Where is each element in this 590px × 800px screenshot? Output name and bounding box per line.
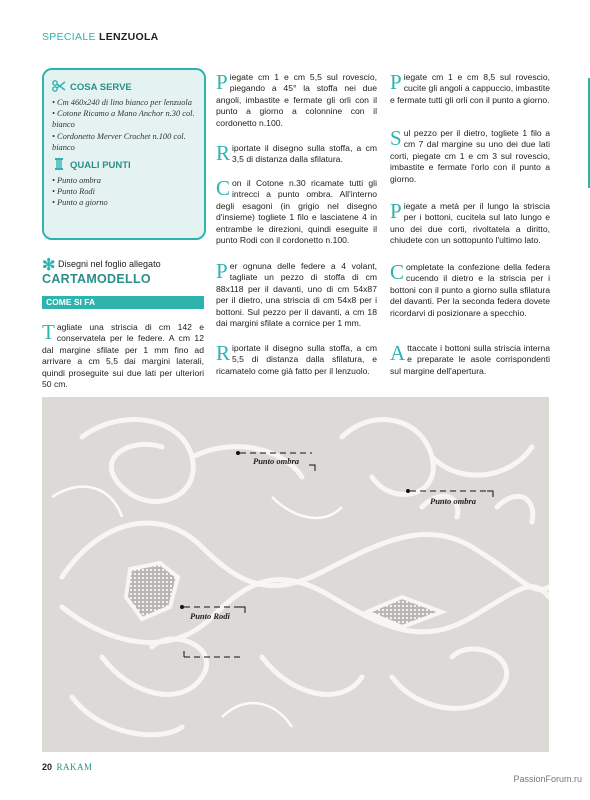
quali-punti-heading [52, 157, 196, 174]
paragraph-8 [390, 128, 550, 185]
drop-cap: S [390, 126, 402, 150]
drop-cap: R [216, 341, 231, 365]
label-punto-ombra-2: Punto ombra [430, 496, 477, 506]
list-item: • Cm 460x240 di lino bianco per lenzuola [52, 98, 192, 107]
paragraph-9 [390, 201, 550, 247]
list-item: • Punto a giorno [52, 198, 108, 208]
page-number: 20 [42, 762, 53, 772]
cosa-serve-title: COSA SERVE [70, 82, 132, 93]
magazine-name: RAKAM [56, 762, 93, 772]
page-footer [42, 762, 93, 772]
label-punto-rodi: Punto Rodi [190, 611, 230, 621]
paragraph-text: er ognuna delle federe a 4 volant, tagliate un pezzo di stoffa di cm 88x118 per il davanti, uno di cm 54x87 per il dietro, una striscia di cm 54x8 per i bottoni. Sul pezzo per il davanti, a cm 18 dai margini sfilate a cornice per 1 mm. [216, 261, 377, 329]
paragraph-text: iportate il disegno sulla stoffa, a cm 3,5 di distanza dalla sfilatura. [232, 143, 377, 165]
drop-cap: R [216, 141, 231, 165]
asterisk-icon: ✻ [42, 257, 56, 274]
drop-cap: T [42, 320, 55, 344]
cartamodello-title: CARTAMODELLO [42, 272, 151, 286]
label-punto-ombra-1: Punto ombra [253, 456, 300, 466]
paragraph-1 [42, 322, 204, 390]
list-item: • Punto Rodi [52, 187, 95, 197]
drop-cap: A [390, 341, 406, 365]
quali-punti-list [52, 175, 196, 209]
section-header [42, 31, 159, 43]
header-section: LENZUOLA [98, 31, 159, 43]
drop-cap: P [216, 259, 228, 283]
section-bar: COME SI FA [42, 296, 204, 309]
paragraph-7 [390, 72, 550, 106]
paragraph-text: iegate cm 1 e cm 8,5 sul rovescio, cucite gli angoli a cappuccio, imbastite e fermate tutti gli orli con il punto a giorno. [390, 72, 550, 105]
paragraph-text: iegate cm 1 e cm 5,5 sul rovescio, piegando a 45° la stoffa nei due angoli, imbastite e fermate gli orli con il punto a giorno a colonnine con il cordonetto n.100. [216, 72, 377, 128]
list-item: • Punto ombra [52, 176, 101, 186]
paragraph-text: on il Cotone n.30 ricamate tutti gli intrecci a punto ombra. All'interno degli esagoni (in grigio nel disegno d'insieme) togliete 1 filo e lasciatene 4 in entrambe le direzioni, quindi eseguite il punto Rodi con il cordonetto n.100. [216, 178, 377, 246]
materials-box [42, 68, 206, 240]
drop-cap: C [216, 176, 231, 200]
drop-cap: C [390, 260, 405, 284]
drop-cap: P [390, 70, 402, 94]
paragraph-text: iportate il disegno sulla stoffa, a cm 5,5 di distanza dalla sfilatura, e ricamatelo come già fatto per il lenzuolo. [216, 343, 377, 376]
cosa-serve-list [52, 97, 196, 153]
paragraph-text: ompletate la confezione della federa cucendo il dietro e la striscia per i bottoni con il punto a giorno sulla sfilatura del davanti. Per la seconda federa dovete ricordarvi di posizionare a specchio. [390, 262, 550, 318]
paragraph-text: ttaccate i bottoni sulla striscia interna e preparate le asole corrispondenti sul margine dell'apertura. [390, 343, 550, 376]
drop-cap: P [216, 70, 228, 94]
cartamodello-note: Disegni nel foglio allegato [58, 259, 161, 269]
quali-punti-title: QUALI PUNTI [70, 160, 131, 172]
paragraph-text: ul pezzo per il dietro, togliete 1 filo a cm 7 dal margine su uno dei due lati corti, piegate cm 1 e cm 3 sul rovescio, imbastite e fermate l'orlo con il punto a giorno. [390, 128, 550, 184]
cosa-serve-heading [52, 79, 196, 96]
paragraph-4 [216, 178, 377, 246]
paragraph-3 [216, 143, 377, 166]
thread-spool-icon [52, 157, 66, 174]
list-item: • Cordonetto Merver Crochet n.100 col. bianco [52, 131, 186, 152]
drop-cap: P [390, 199, 402, 223]
paragraph-11 [390, 343, 550, 377]
paragraph-2 [216, 72, 377, 129]
scissors-icon [52, 79, 66, 96]
embroidery-photo [42, 397, 549, 752]
header-kicker: SPECIALE [42, 31, 96, 43]
paragraph-5 [216, 261, 377, 329]
list-item: • Cotone Ricamo a Mano Anchor n.30 col. bianco [52, 109, 195, 130]
watermark: PassionForum.ru [513, 774, 582, 784]
paragraph-text: agliate una striscia di cm 142 e conservatela per le federe. A cm 12 dal margine sfilate per 1 mm fino ad arrivare a cm 5,5 dai margini laterali, quindi proseguite sui due lati per ulteriori 50 cm. [42, 322, 204, 390]
paragraph-10 [390, 262, 550, 319]
paragraph-6 [216, 343, 377, 377]
paragraph-text: iegate a metà per il lungo la striscia per i bottoni, cucitela sul lato lungo e uno dei due corti, rivoltatela a diritto, chiudete con un sottopunto l'ultimo lato. [390, 201, 550, 246]
